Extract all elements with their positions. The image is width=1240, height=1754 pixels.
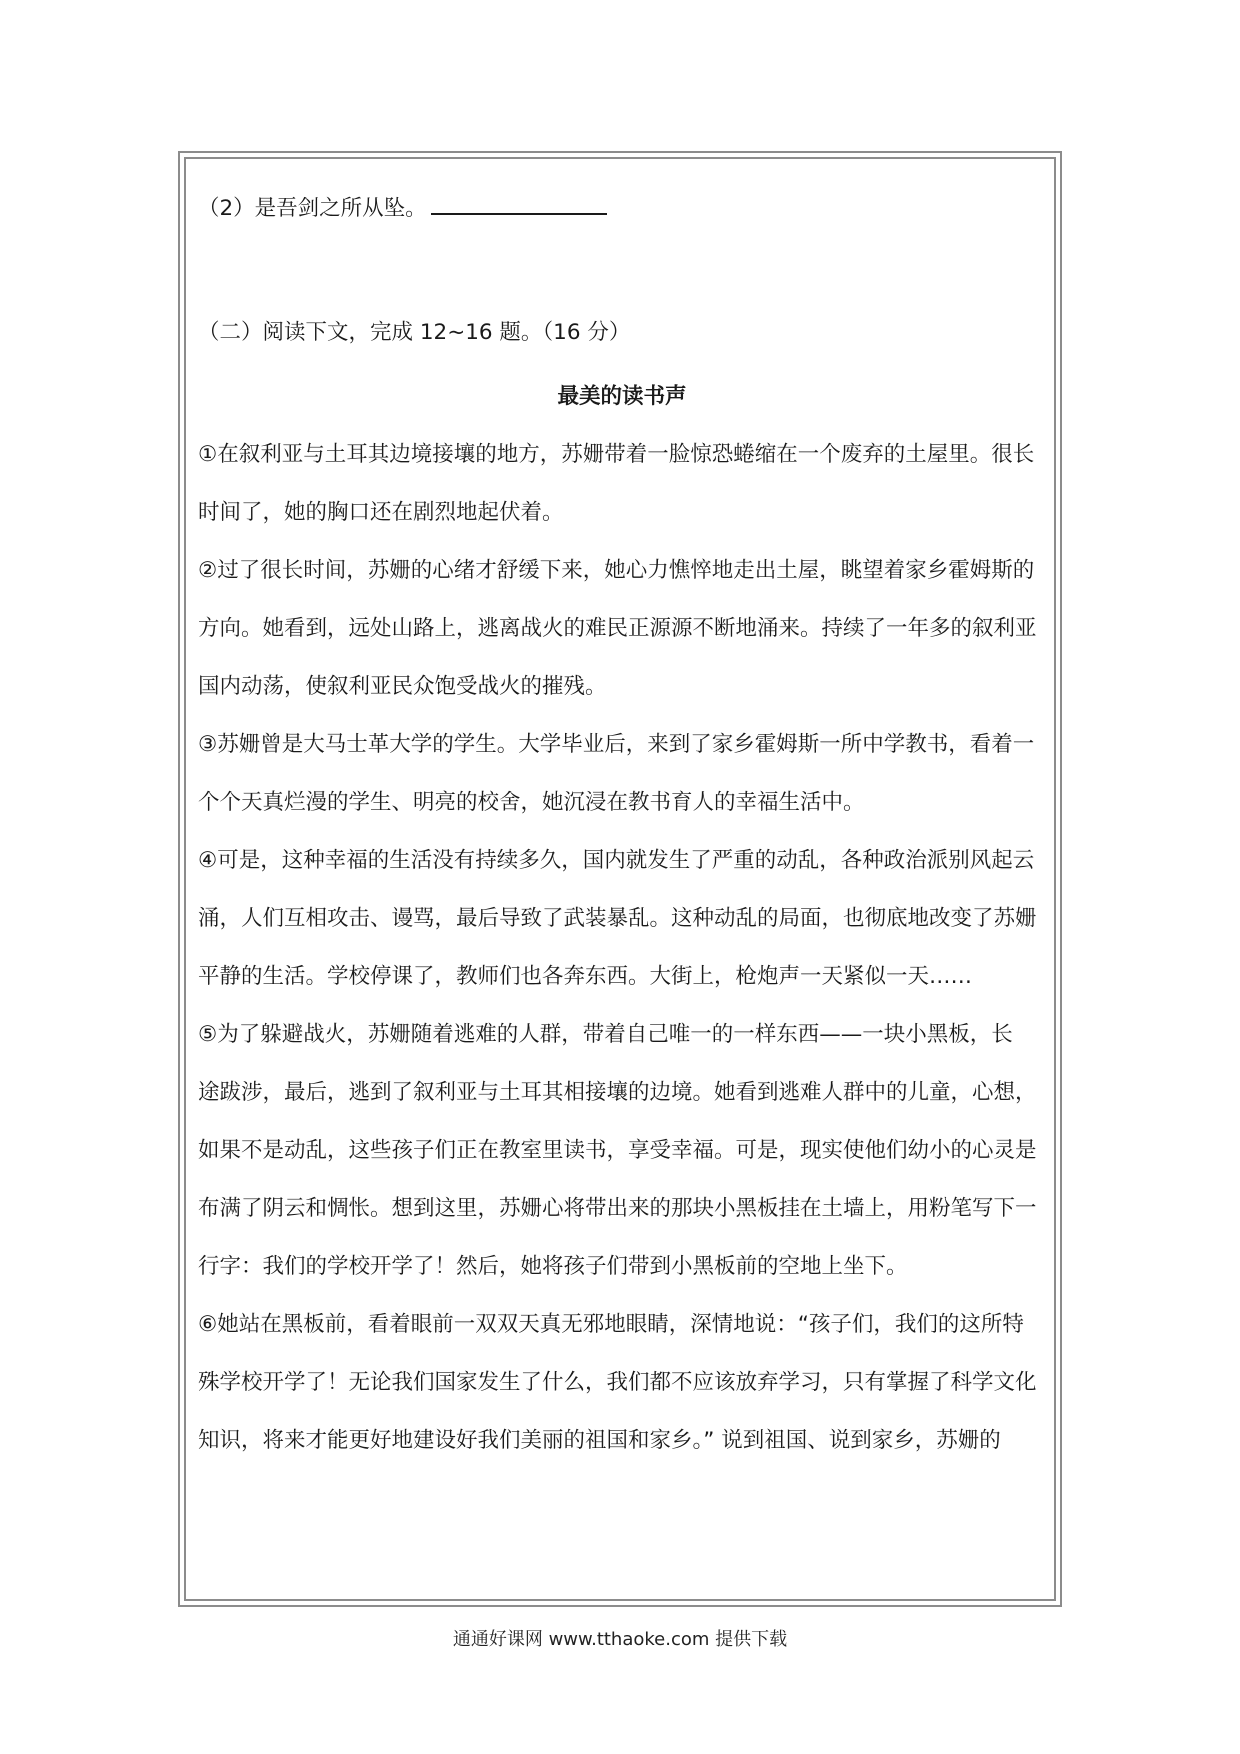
paragraph-line: 布满了阴云和惆怅。想到这里，苏姗心将带出来的那块小黑板挂在土墙上，用粉笔写下一 [198, 1196, 1037, 1221]
section-heading: （二）阅读下文，完成 12~16 题。（16 分） [198, 320, 631, 345]
paragraph-line: 个个天真烂漫的学生、明亮的校舍，她沉浸在教书育人的幸福生活中。 [198, 790, 865, 815]
paragraph-line: 涌，人们互相攻击、谩骂，最后导致了武装暴乱。这种动乱的局面，也彻底地改变了苏姗 [198, 906, 1037, 931]
paragraph-line: 途跋涉，最后，逃到了叙利亚与土耳其相接壤的边境。她看到逃难人群中的儿童，心想， [198, 1080, 1037, 1105]
paragraph-line: 行字：我们的学校开学了！然后，她将孩子们带到小黑板前的空地上坐下。 [198, 1254, 908, 1279]
question-2-text: （2）是吾剑之所从坠。 [198, 196, 427, 221]
paragraph-line: ③苏姗曾是大马士革大学的学生。大学毕业后，来到了家乡霍姆斯一所中学教书，看着一 [198, 732, 1035, 757]
paragraph-line: 方向。她看到，远处山路上，逃离战火的难民正源源不断地涌来。持续了一年多的叙利亚 [198, 616, 1037, 641]
question-2 [198, 191, 607, 224]
paragraph-line: ⑤为了躲避战火，苏姗随着逃难的人群，带着自己唯一的一样东西——一块小黑板，长 [198, 1022, 1013, 1047]
paragraph-line: 知识，将来才能更好地建设好我们美丽的祖国和家乡。” 说到祖国、说到家乡，苏姗的 [198, 1428, 1001, 1453]
page-footer: 通通好课网 www.tthaoke.com 提供下载 [452, 1629, 788, 1650]
paragraph-line: 平静的生活。学校停课了，教师们也各奔东西。大街上，枪炮声一天紧似一天…… [198, 964, 973, 989]
paragraph-line: ⑥她站在黑板前，看着眼前一双双天真无邪地眼睛，深情地说：“孩子们，我们的这所特 [198, 1312, 1024, 1337]
paragraph-line: 殊学校开学了！无论我们国家发生了什么，我们都不应该放弃学习，只有掌握了科学文化 [198, 1370, 1037, 1395]
paragraph-line: 国内动荡，使叙利亚民众饱受战火的摧残。 [198, 674, 607, 699]
paragraph-line: ②过了很长时间，苏姗的心绪才舒缓下来，她心力憔悴地走出土屋，眺望着家乡霍姆斯的 [198, 558, 1035, 583]
answer-blank [431, 191, 607, 215]
paragraph-line: ④可是，这种幸福的生活没有持续多久，国内就发生了严重的动乱，各种政治派别风起云 [198, 848, 1035, 873]
paragraph-line: 如果不是动乱，这些孩子们正在教室里读书，享受幸福。可是，现实使他们幼小的心灵是 [198, 1138, 1037, 1163]
article-title: 最美的读书声 [557, 384, 687, 409]
paragraph-line: 时间了，她的胸口还在剧烈地起伏着。 [198, 500, 564, 525]
paragraph-line: ①在叙利亚与土耳其边境接壤的地方，苏姗带着一脸惊恐蜷缩在一个废弃的土屋里。很长 [198, 442, 1035, 467]
